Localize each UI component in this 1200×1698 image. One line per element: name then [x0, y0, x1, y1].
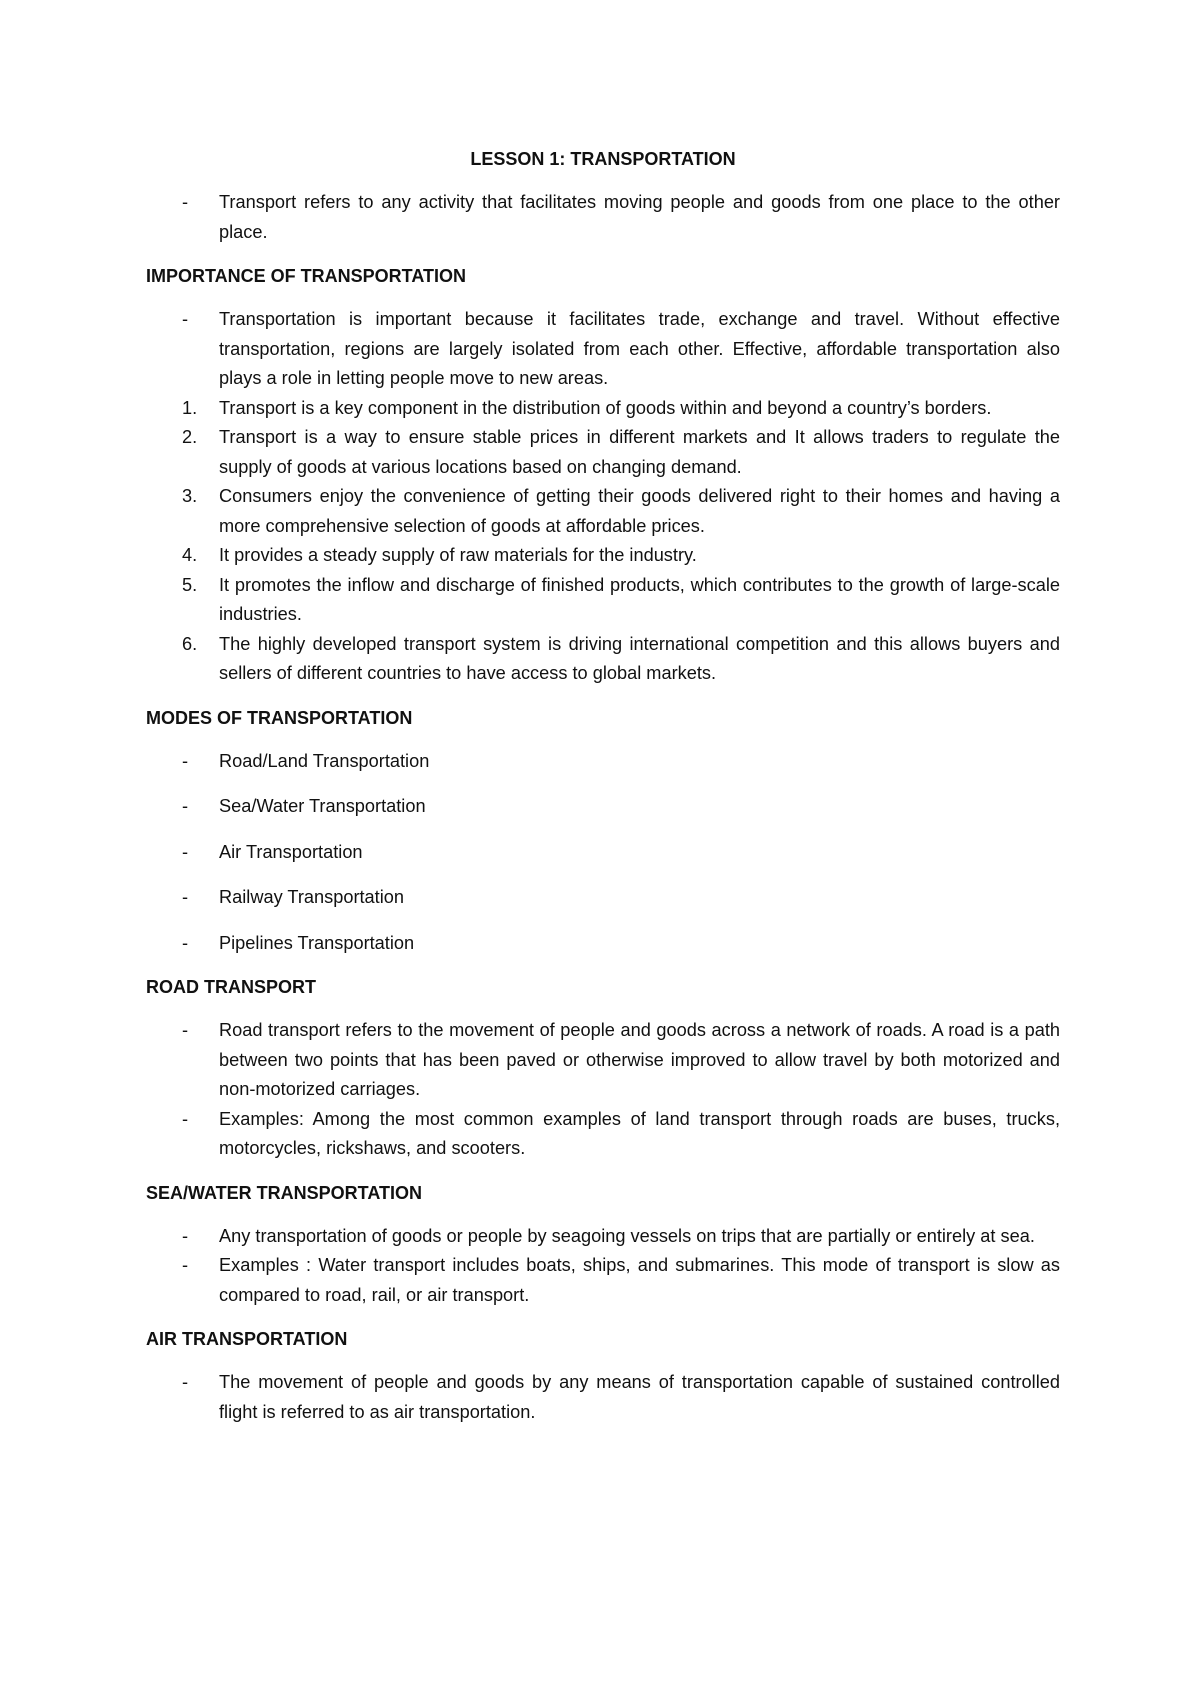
list-item	[146, 394, 1060, 424]
intro-text: Transport refers to any activity that facilitates moving people and goods from one place to the other place.	[219, 192, 1060, 242]
list-item	[146, 423, 1060, 482]
intro-item	[146, 188, 1060, 247]
heading-sea-water-transportation: SEA/WATER TRANSPORTATION	[146, 1182, 422, 1203]
list-item-text: Examples : Water transport includes boats, ships, and submarines. This mode of transport is slow as compared to road, rail, or air transport.	[219, 1255, 1060, 1305]
list-marker: -	[182, 309, 189, 329]
list-marker: -	[182, 796, 189, 816]
list-item	[146, 747, 1060, 777]
list-item	[146, 929, 1060, 959]
heading-air-transportation: AIR TRANSPORTATION	[146, 1329, 348, 1349]
list-marker: -	[182, 1108, 189, 1129]
list-number: 6.	[182, 633, 198, 654]
list-item	[146, 1016, 1060, 1105]
list-item	[146, 883, 1060, 913]
list-item	[146, 541, 1060, 571]
list-item-text: Sea/Water Transportation	[219, 796, 426, 816]
list-item	[146, 1105, 1060, 1164]
list-marker: -	[182, 841, 189, 862]
list-item-text: The highly developed transport system is driving international competition and this allows buyers and sellers of different countries to have access to global markets.	[219, 633, 1060, 683]
list-item	[146, 792, 1060, 822]
list-marker: -	[182, 1255, 189, 1275]
list-item-text: Transport is a key component in the distribution of goods within and beyond a country’s borders.	[219, 397, 992, 418]
list-marker: -	[182, 1372, 189, 1392]
list-item-text: Railway Transportation	[219, 887, 404, 907]
list-item	[146, 1251, 1060, 1310]
list-item-text: Road transport refers to the movement of people and goods across a network of roads. A road is a path between two points that has been paved or otherwise improved to allow travel by both motorized and non-motorized carriages.	[219, 1020, 1060, 1099]
importance-summary-item	[146, 305, 1060, 394]
list-marker: -	[182, 750, 189, 771]
list-item	[146, 838, 1060, 868]
page-title: LESSON 1: TRANSPORTATION	[470, 149, 736, 169]
list-item-text: It provides a steady supply of raw materials for the industry.	[219, 545, 697, 565]
list-item	[146, 1368, 1060, 1427]
list-item-text: Road/Land Transportation	[219, 750, 430, 771]
importance-summary-text: Transportation is important because it facilitates trade, exchange and travel. Without effective transportation, regions are largely isolated from each other. Effective, affordable transportation also plays a role in letting people move to new areas.	[219, 309, 1060, 388]
heading-importance: IMPORTANCE OF TRANSPORTATION	[146, 266, 466, 286]
list-item-text: The movement of people and goods by any means of transportation capable of sustained controlled flight is referred to as air transportation.	[219, 1372, 1060, 1422]
list-number: 1.	[182, 397, 198, 418]
list-item	[146, 482, 1060, 541]
list-item-text: Pipelines Transportation	[219, 932, 415, 953]
heading-road-transport: ROAD TRANSPORT	[146, 977, 316, 997]
heading-modes: MODES OF TRANSPORTATION	[146, 707, 413, 728]
list-number: 4.	[182, 545, 198, 565]
list-item	[146, 1222, 1060, 1252]
list-marker: -	[182, 1225, 189, 1246]
list-marker: -	[182, 932, 189, 953]
list-item-text: Any transportation of goods or people by seagoing vessels on trips that are partially or entirely at sea.	[219, 1225, 1035, 1246]
list-marker: -	[182, 192, 189, 212]
list-number: 3.	[182, 486, 198, 506]
list-item	[146, 571, 1060, 630]
list-item-text: It promotes the inflow and discharge of finished products, which contributes to the growth of large-scale industries.	[219, 574, 1060, 624]
list-item-text: Transport is a way to ensure stable prices in different markets and It allows traders to regulate the supply of goods at various locations based on changing demand.	[219, 427, 1060, 477]
list-number: 5.	[182, 574, 198, 595]
list-marker: -	[182, 1020, 189, 1040]
list-number: 2.	[182, 427, 198, 447]
document-body	[146, 146, 1060, 1427]
list-marker: -	[182, 887, 189, 907]
list-item-text: Consumers enjoy the convenience of getting their goods delivered right to their homes and having a more comprehensive selection of goods at affordable prices.	[219, 486, 1060, 536]
list-item	[146, 630, 1060, 689]
list-item-text: Air Transportation	[219, 841, 363, 862]
list-item-text: Examples: Among the most common examples of land transport through roads are buses, trucks, motorcycles, rickshaws, and scooters.	[219, 1108, 1060, 1158]
